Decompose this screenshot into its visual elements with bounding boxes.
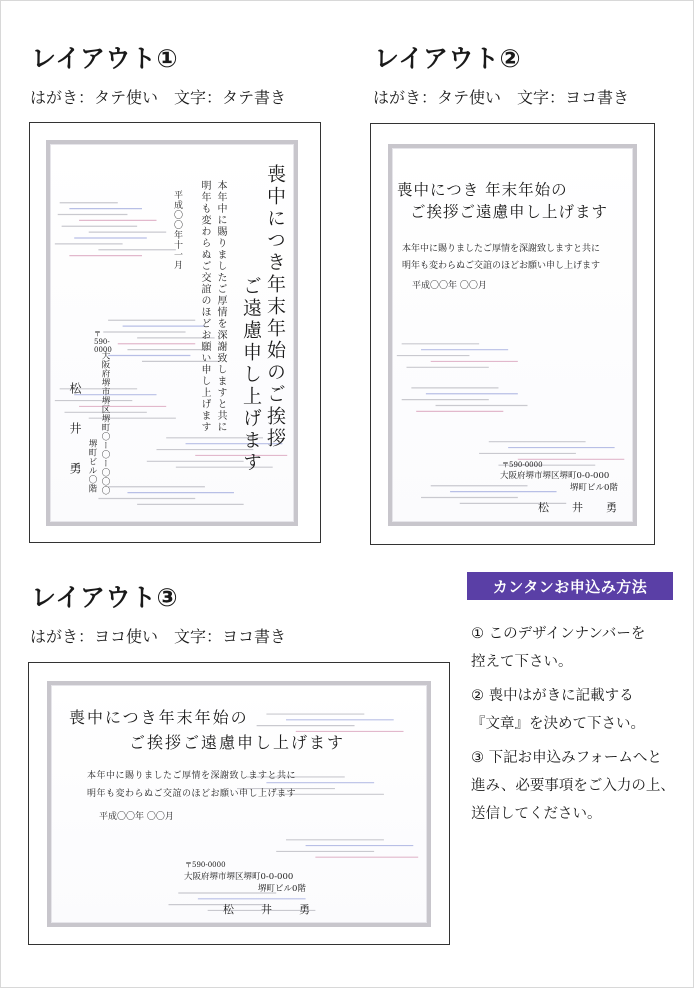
howto-step-3-line1: ③ 下記お申込みフォームへと [471,750,662,766]
howto-step-1-line1: ① このデザインナンバーを [471,626,646,642]
layout2-postal: 〒590-0000 [502,461,543,469]
layout3-frame [47,681,431,927]
layout1-address1: 大阪府堺市堺区堺町〇ー〇ー〇〇〇 [100,351,110,495]
layout3-name: 松 井 勇 [223,903,318,916]
howto-steps [471,620,691,834]
howto-step-2 [471,682,691,738]
layout2-address1: 大阪府堺市堺区堺町0-0-000 [500,471,610,481]
layout1-body-col1: 本年中に賜りましたご厚情を深謝致しますと共に [215,180,226,433]
layout3-address1: 大阪府堺市堺区堺町0-0-000 [184,872,294,882]
layout3-postal: 〒590-0000 [185,861,226,869]
layout1-subtitle: はがき：タテ使い 文字：タテ書き [30,88,287,107]
howto-step-3-line3: 送信してください。 [471,806,602,822]
layout3-title: レイアウト③ [31,583,179,612]
layout1-date: 平成〇〇年十一月 [172,190,182,270]
layout1-name: 松 井 勇 [68,382,82,482]
howto-step-2-line1: ② 喪中はがきに記載する [471,688,634,704]
layout3-heading2: ご挨拶ご遠慮申し上げます [129,733,346,752]
layout1-title: レイアウト① [31,44,179,73]
layout1-card[interactable] [29,122,321,543]
layout2-heading2: ご挨拶ご遠慮申し上げます [410,203,609,221]
layout1-frame [46,140,298,526]
howto-badge: カンタンお申込み方法 [467,572,673,600]
layout3-body2: 明年も変わらぬご交誼のほどお願い申し上げます [87,789,297,799]
layout1-body-col2: 明年も変わらぬご交誼のほどお願い申し上げます [199,180,210,433]
howto-step-1 [471,620,691,676]
layout2-title: レイアウト② [374,44,522,73]
layout2-address2: 堺町ビル0階 [570,483,618,493]
layout3-date: 平成〇〇年 〇〇月 [99,812,174,822]
layout3-card[interactable] [28,662,450,945]
howto-step-1-line2: 控えて下さい。 [471,654,573,670]
layout1-address2: 堺町ビル〇階 [87,439,97,493]
layout1-postal: 〒590-0000 [94,330,112,354]
layout2-name: 松 井 勇 [538,501,623,514]
layout2-card[interactable] [370,123,655,545]
layout2-body2: 明年も変わらぬご交誼のほどお願い申し上げます [402,261,601,271]
howto-step-2-line2: 『文章』を決めて下さい。 [471,716,645,732]
layout1-heading-col2: ご遠慮申し上げます [240,276,262,474]
layout2-date: 平成〇〇年 〇〇月 [412,281,487,291]
layout2-subtitle: はがき：タテ使い 文字：ヨコ書き [373,88,630,107]
layout3-address2: 堺町ビル0階 [258,884,306,894]
howto-step-3 [471,744,691,828]
howto-step-3-line2: 進み、必要事項をご入力の上、 [471,778,675,794]
layout3-body1: 本年中に賜りましたご厚情を深謝致しますと共に [87,771,297,781]
layout2-body1: 本年中に賜りましたご厚情を深謝致しますと共に [402,244,601,254]
layout2-heading1: 喪中につき 年末年始の [397,181,568,199]
layout3-heading1: 喪中につき年末年始の [69,708,249,727]
layout1-heading-col1: 喪中につき年末年始のご挨拶 [264,164,286,450]
layout3-subtitle: はがき：ヨコ使い 文字：ヨコ書き [30,627,287,646]
layout2-frame [388,144,637,526]
